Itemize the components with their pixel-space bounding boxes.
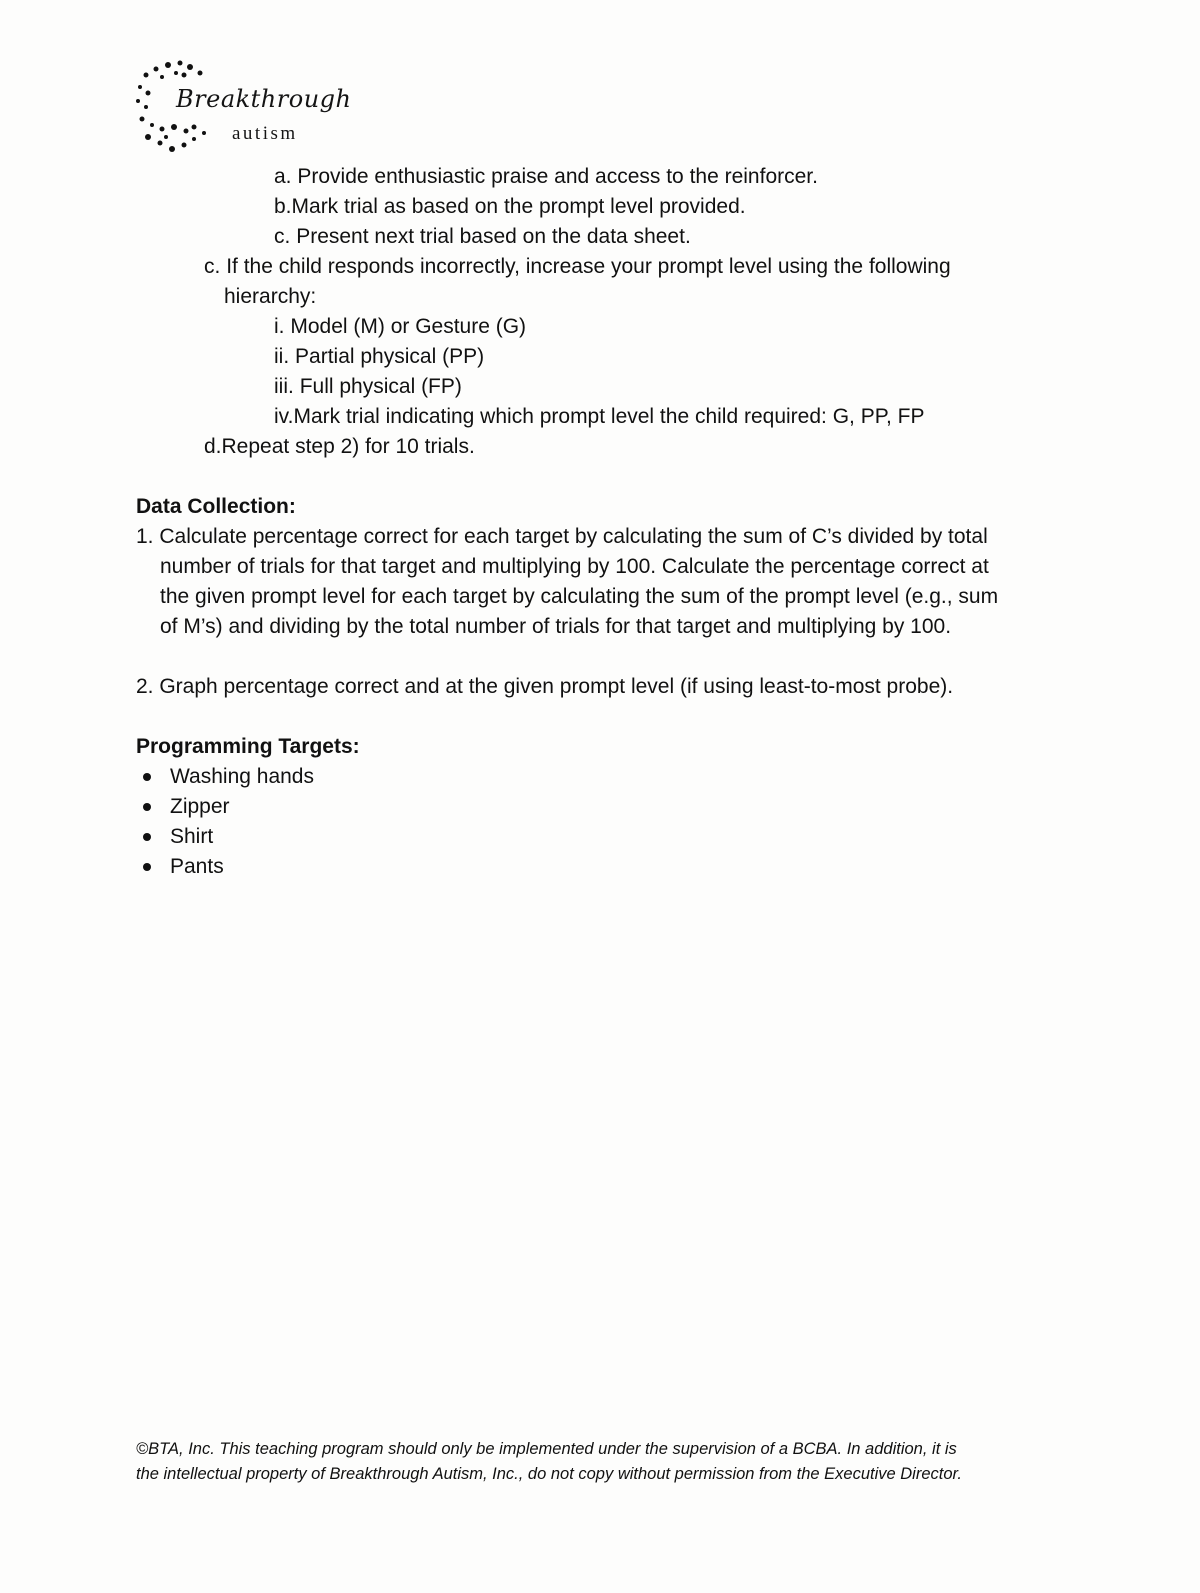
logo-subtitle: autism [232,123,298,144]
step-marker: iv. [274,405,294,428]
logo-wordmark: Breakthrough [176,85,352,113]
section-heading-data-collection: Data Collection: [136,495,296,518]
step-text: Present next trial based on the data sheet. [296,225,691,248]
bullet-icon [143,863,151,871]
footer-line: ©BTA, Inc. This teaching program should only be implemented under the supervision of a BCBA. In addition, it is [136,1440,957,1458]
step-text: Provide enthusiastic praise and access to the reinforcer. [297,165,818,188]
breakthrough-autism-logo [132,55,392,165]
list-item [274,162,818,192]
step-marker: a. [274,165,292,188]
list-item [274,402,925,432]
step-text: Full physical (FP) [299,375,462,398]
list-item: Zipper [170,795,230,818]
paragraph-line: 2. Graph percentage correct and at the given prompt level (if using least-to-most probe). [136,675,954,698]
step-text: If the child responds incorrectly, increase your prompt level using the following [226,255,951,278]
step-marker: iii. [274,375,294,398]
list-item [204,252,951,282]
step-text-continuation: hierarchy: [224,285,317,308]
section-heading-programming-targets: Programming Targets: [136,735,360,758]
paragraph-line: number of trials for that target and multiplying by 100. Calculate the percentage correct at [160,555,989,578]
list-item [274,312,526,342]
step-text: Mark trial indicating which prompt level the child required: G, PP, FP [293,405,925,428]
footer-line: the intellectual property of Breakthrough Autism, Inc., do not copy without permission from the Executive Director. [136,1465,962,1483]
step-marker: c. [204,255,221,278]
bullet-icon [143,803,151,811]
step-text: Model (M) or Gesture (G) [290,315,527,338]
step-marker: c. [274,225,291,248]
list-item: Shirt [170,825,214,848]
step-text: Partial physical (PP) [295,345,485,368]
list-item: Pants [170,855,224,878]
copyright-footer [136,1437,1066,1487]
list-item [274,342,484,372]
step-marker: d. [204,435,222,458]
bullet-icon [143,773,151,781]
paragraph-line: 1. Calculate percentage correct for each target by calculating the sum of C’s divided by total [136,525,988,548]
list-item [274,372,462,402]
paragraph-line: of M’s) and dividing by the total number of trials for that target and multiplying by 100. [160,615,952,638]
step-text: Mark trial as based on the prompt level provided. [291,195,746,218]
list-item [274,192,746,222]
step-marker: b. [274,195,292,218]
step-marker: ii. [274,345,290,368]
step-marker: i. [274,315,285,338]
list-item [204,432,475,462]
bullet-icon [143,833,151,841]
step-text: Repeat step 2) for 10 trials. [221,435,475,458]
paragraph-line: the given prompt level for each target by calculating the sum of the prompt level (e.g., sum [160,585,999,608]
list-item: Washing hands [170,765,314,788]
list-item [274,222,691,252]
